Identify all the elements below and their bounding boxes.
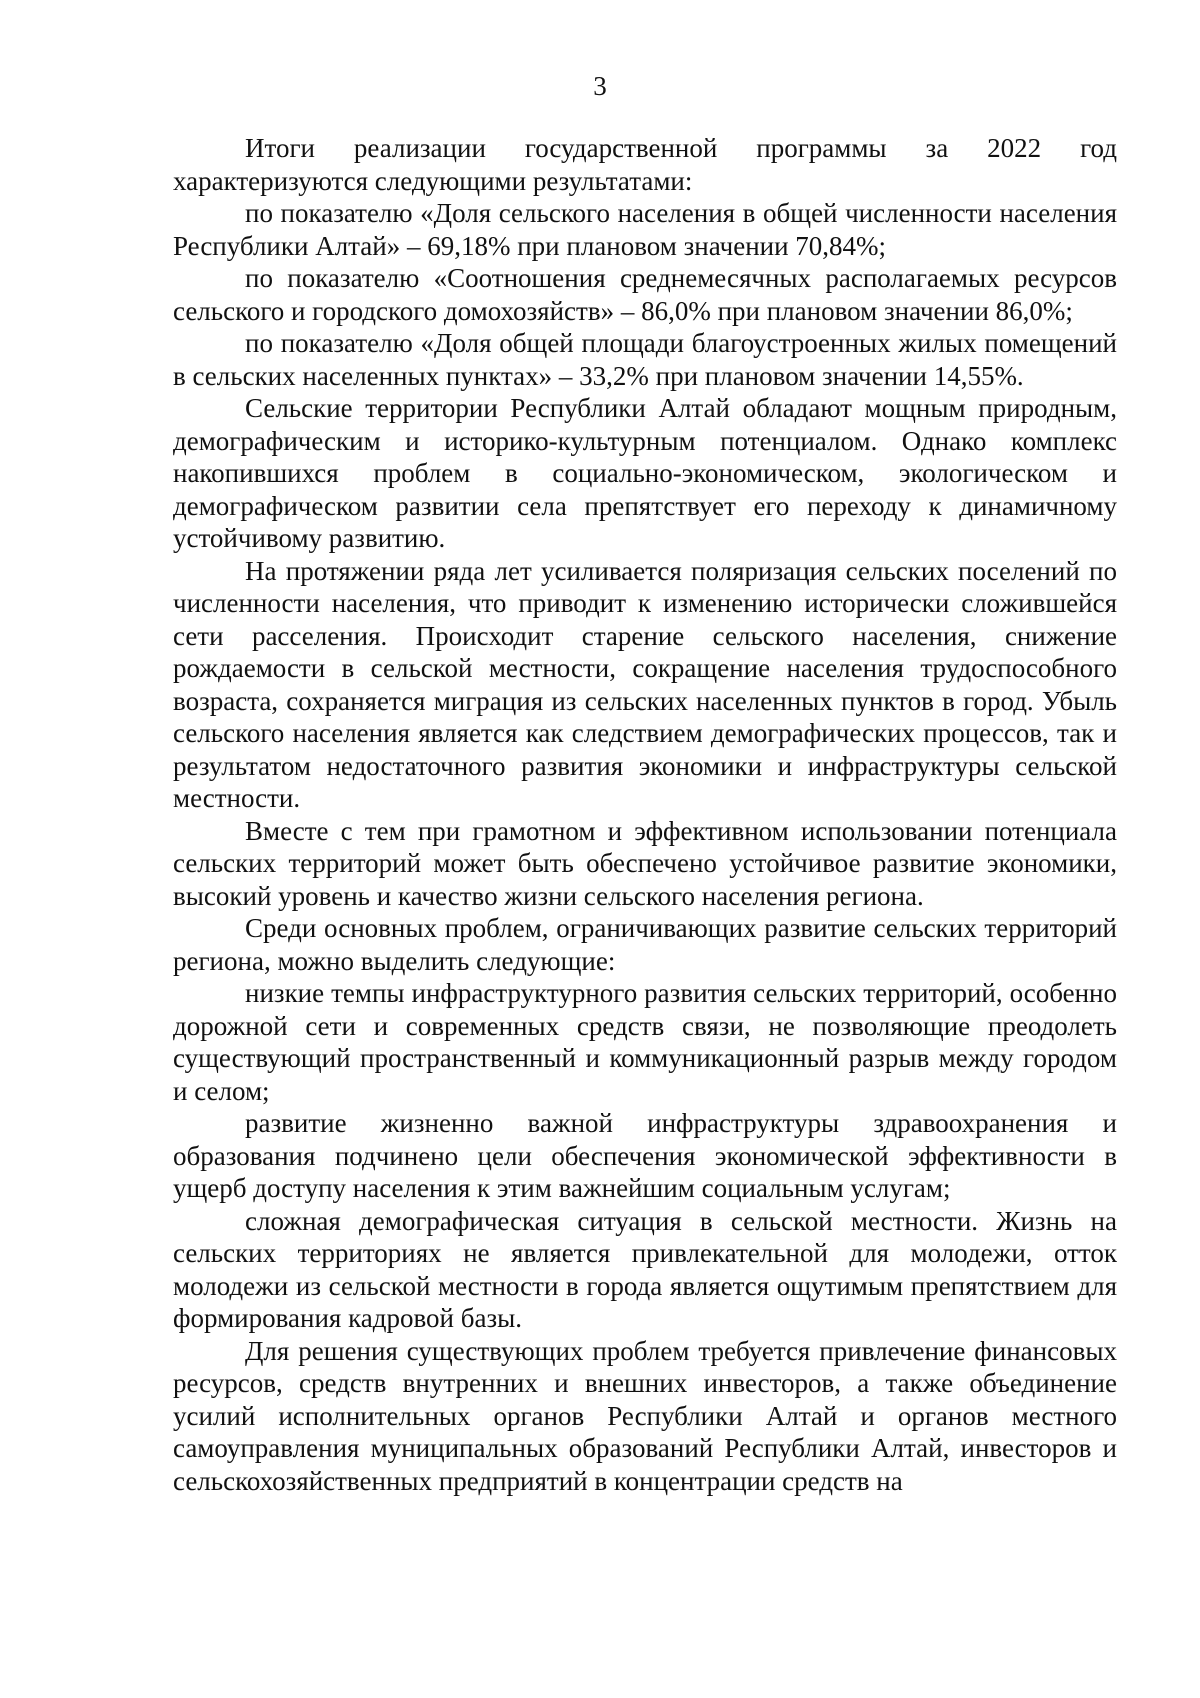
paragraph-rural-potential: Сельские территории Республики Алтай обладают мощным природным, демографическим и историко-культурным потенциалом. Однако комплекс накопившихся проблем в социально-экономическом, экологическом и демографическом развитии села препятствует его переходу к динамичному устойчивому развитию.: [173, 393, 1117, 553]
document-body: [173, 132, 1117, 1497]
paragraph-rural-population-share: по показателю «Доля сельского населения в общей численности населения Республики Алтай» – 69,18% при плановом значении 70,84%;: [173, 198, 1117, 261]
paragraph-problem-infrastructure: низкие темпы инфраструктурного развития сельских территорий, особенно дорожной сети и современных средств связи, не позволяющие преодолеть существующий пространственный и коммуникационный разрыв между городом и селом;: [173, 978, 1117, 1106]
paragraph-solution-resources: Для решения существующих проблем требуется привлечение финансовых ресурсов, средств внутренних и внешних инвесторов, а также объединение усилий исполнительных органов Республики Алтай и органов местного самоуправления муниципальных образований Республики Алтай, инвесторов и сельскохозяйственных предприятий в концентрации средств на: [173, 1335, 1117, 1496]
page-number: 3: [593, 71, 607, 101]
paragraph-program-results-intro: Итоги реализации государственной программы за 2022 год характеризуются следующими результатами:: [173, 133, 1117, 196]
paragraph-main-problems-intro: Среди основных проблем, ограничивающих развитие сельских территорий региона, можно выделить следующие:: [173, 913, 1117, 976]
paragraph-housing-area-share: по показателю «Доля общей площади благоустроенных жилых помещений в сельских населенных пунктах» – 33,2% при плановом значении 14,55%.: [173, 328, 1117, 391]
paragraph-settlement-polarization: На протяжении ряда лет усиливается поляризация сельских поселений по численности населения, что приводит к изменению исторически сложившейся сети расселения. Происходит старение сельского населения, снижение рождаемости в сельской местности, сокращение населения трудоспособного возраста, сохраняется миграция из сельских населенных пунктов в город. Убыль сельского населения является как следствием демографических процессов, так и результатом недостаточного развития экономики и инфраструктуры сельской местности.: [173, 555, 1117, 813]
paragraph-household-resources-ratio: по показателю «Соотношения среднемесячных располагаемых ресурсов сельского и городского домохозяйств» – 86,0% при плановом значении 86,0%;: [173, 263, 1117, 326]
paragraph-problem-demographics: сложная демографическая ситуация в сельской местности. Жизнь на сельских территориях не является привлекательной для молодежи, отток молодежи из сельской местности в города является ощутимым препятствием для формирования кадровой базы.: [173, 1205, 1117, 1333]
paragraph-problem-healthcare-education: развитие жизненно важной инфраструктуры здравоохранения и образования подчинено цели обеспечения экономической эффективности в ущерб доступу населения к этим важнейшим социальным услугам;: [173, 1108, 1117, 1203]
paragraph-sustainable-development: Вместе с тем при грамотном и эффективном использовании потенциала сельских территорий может быть обеспечено устойчивое развитие экономики, высокий уровень и качество жизни сельского населения региона.: [173, 815, 1117, 911]
